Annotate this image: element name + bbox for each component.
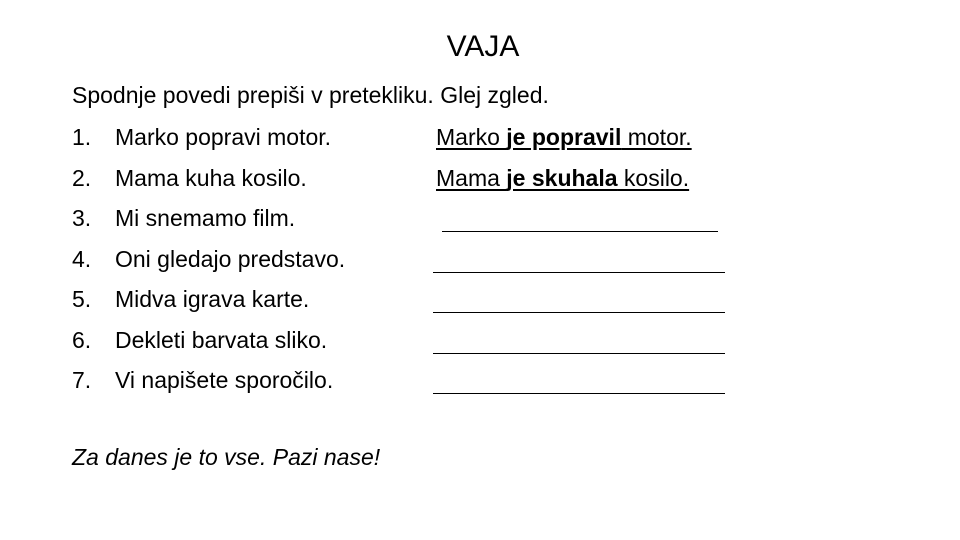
answer-suffix: motor. [621,124,692,150]
answer-prefix: Mama [436,165,507,191]
item-number: 7. [72,367,92,393]
answer-suffix: kosilo. [617,165,690,191]
item-number: 4. [72,246,92,272]
example-answer [436,124,692,151]
item-number: 3. [72,205,92,231]
answer-verb: je popravil [506,124,622,150]
item-number: 5. [72,286,92,312]
present-sentence: Vi napišete sporočilo. [115,367,334,393]
present-sentence: Midva igrava karte. [115,286,310,312]
item-number: 1. [72,124,92,150]
present-sentence: Oni gledajo predstavo. [115,246,346,272]
example-answer [436,165,689,192]
present-sentence: Mama kuha kosilo. [115,165,307,191]
page-title: VAJA [446,30,520,63]
closing-note: Za danes je to vse. Pazi nase! [72,444,381,470]
item-number: 6. [72,327,92,353]
present-sentence: Mi snemamo film. [115,205,296,231]
answer-verb: je skuhala [506,165,618,191]
answer-blank[interactable] [433,312,725,313]
answer-blank[interactable] [433,393,725,394]
answer-blank[interactable] [442,231,718,232]
present-sentence: Dekleti barvata sliko. [115,327,328,353]
present-sentence: Marko popravi motor. [115,124,332,150]
item-number: 2. [72,165,92,191]
instruction-text: Spodnje povedi prepiši v pretekliku. Glej zgled. [72,82,549,108]
answer-blank[interactable] [433,272,725,273]
answer-prefix: Marko [436,124,507,150]
answer-blank[interactable] [433,353,725,354]
